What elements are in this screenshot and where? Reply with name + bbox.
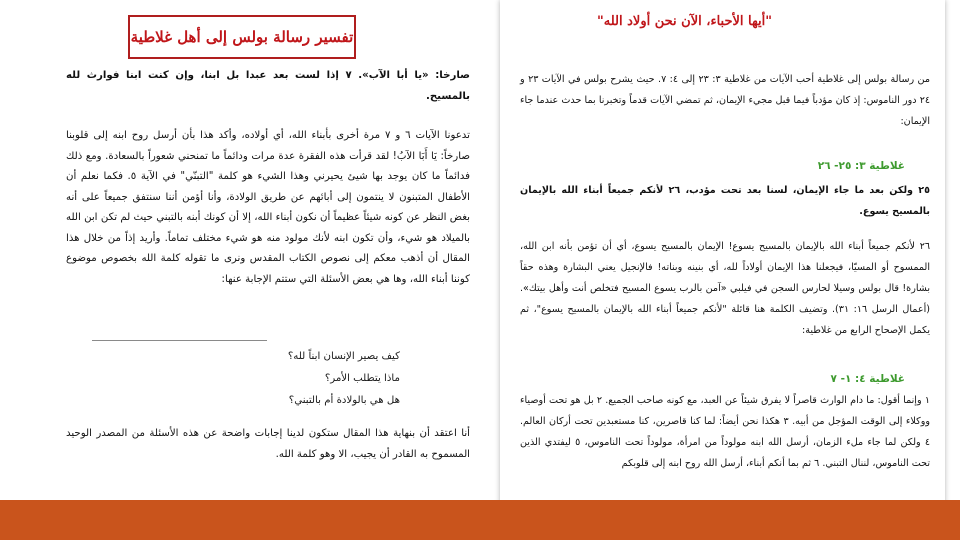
question-item: ماذا يتطلب الأمر؟ xyxy=(324,373,400,384)
scripture-reference-1: غلاطية ٣: ٢٥- ٢٦ xyxy=(817,160,905,172)
separator-line xyxy=(92,340,267,341)
verse-block-1: ٢٥ ولكن بعد ما جاء الإيمان، لسنا بعد تحت مؤدب، ٢٦ لأنكم جميعاً أبناء الله بالإيمان بالمسيح يسوع. xyxy=(520,185,930,217)
left-body-paragraph: تدعونا الآيات ٦ و ٧ مرة أخرى بأبناء الله، أي أولاده، وأكد هذا بأن أرسل روح ابنه إلى قلوبنا صارخاً: يَا أَبَا الآبُ! لقد قرأت هذه الفقرة عدة مرات ودائماً ما تمنحني شعوراً بالسعادة. ومع ذلك فدائماً ما كان يوجد بها شيئ يحيرني وهذا الشيء هو كلمة "التبنّي" في الآية ٥. فكما نعلم أن الأطفال المتبنون لا ينتمون إلى أبائهم عن طريق الولادة، وأنا أؤمن أننا سنتفق جميعاً على أنه بغض النظر عن كونه شيئاً عظيماً أن نكون أبناء الله، إلا أن كونك أبنه بالتبني حيث لم تكن ابن الله بالميلاد هو شيء، وأن تكون ابنه لأنك مولود منه هو شيء مختلف تماماً. وأريد إذاً من خلال هذا المقال أن أذهب معكم إلى نصوص الكتاب المقدس ونرى ما تقوله كلمة الله بخصوص موضوع كوننا أبناء الله، وها هي بعض الأسئلة التي ستتم الإجابة عنها: xyxy=(66,130,470,285)
right-page-title: "أيها الأحباء، الآن نحن أولاد الله" xyxy=(596,14,772,29)
left-top-verse: صارخا: «يا أبا الآب». ٧ إذا لست بعد عبدا بل ابنا، وإن كنت ابنا فوارث لله بالمسيح. xyxy=(66,70,471,102)
question-item: هل هي بالولادة أم بالتبني؟ xyxy=(288,395,400,406)
right-intro-paragraph: من رسالة بولس إلى غلاطية أحب الآيات من غلاطية ٣: ٢٣ إلى ٤: ٧. حيث يشرح بولس في الآيات ٢٣ و ٢٤ دور الناموس: إذ كان مؤدباً فيما قبل مجيء الإيمان، ثم تمضي الآيات قدماً وتخبرنا بما حدث عندما جاء الإيمان: xyxy=(520,74,930,127)
scripture-reference-2: غلاطية ٤: ١- ٧ xyxy=(830,373,905,385)
document-title-box: تفسير رسالة بولس إلى أهل غلاطية xyxy=(128,15,356,59)
verse-block-2: ١ وإنما أقول: ما دام الوارث قاصراً لا يفرق شيئاً عن العبد، مع كونه صاحب الجميع. ٢ بل هو تحت أوصياء ووكلاء إلى الوقت المؤجل من أبيه. ٣ هكذا نحن أيضاً: لما كنا قاصرين، كنا مستعبدين تحت أركان العالم. ٤ ولكن لما جاء ملء الزمان، أرسل الله ابنه مولوداً من امرأة، مولوداً تحت الناموس، ٥ ليفتدي الذين تحت الناموس، لننال التبني. ٦ ثم بما أنكم أبناء، أرسل الله روح ابنه إلى قلوبكم xyxy=(520,395,931,469)
bottom-accent-bar xyxy=(0,500,960,540)
questions-list xyxy=(250,346,400,412)
left-closing-paragraph: أنا اعتقد أن بنهاية هذا المقال ستكون لدينا إجابات واضحة عن هذه الأسئلة من المصدر الوحيد المسموح به القادر أن يجيب، الا وهو كلمة الله. xyxy=(66,428,470,460)
question-item: كيف يصير الإنسان ابناً لله؟ xyxy=(287,351,400,362)
right-explanation-paragraph: ٢٦ لأنكم جميعاً أبناء الله بالإيمان بالمسيح يسوع! الإيمان بالمسيح يسوع، أي أن تؤمن بأنه ابن الله، الممسوح أو المسيّا، فيجعلنا هذا الإيمان أولاداً لله، أي بنينه وبناته! فالإنجيل يعني البشارة وهذه حقاً بشارة! قال بولس وسيلا لحارس السجن في فيلبي «آمن بالرب يسوع المسيح فتخلص أنت وأهل بيتك». (أعمال الرسل ١٦: ٣١). وتضيف الكلمة هنا قائلة "لأنكم جميعاً أبناء الله بالإيمان بالمسيح يسوع"، ثم يكمل الإصحاح الرابع من غلاطية: xyxy=(520,241,930,336)
